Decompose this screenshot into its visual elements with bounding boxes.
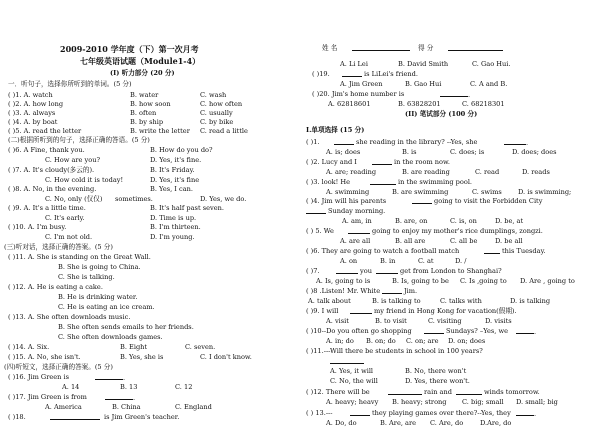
name-field[interactable] bbox=[352, 43, 410, 54]
exam-title: 2009-2010 学年度（下）第一次月考 bbox=[60, 44, 199, 54]
section2-heading: (二)根据所听到的句子，选择正确的答语。(5 分) bbox=[8, 136, 150, 144]
part1-heading: (I) 听力部分 (20 分) bbox=[110, 69, 175, 77]
exam-subtitle: 七年级英语试题（Module1-4） bbox=[80, 56, 201, 66]
score-field[interactable] bbox=[448, 43, 503, 54]
name-label: 姓 名 bbox=[322, 44, 338, 52]
section4-heading: (四)听短文，选择正确的答案。(5 分) bbox=[4, 363, 113, 371]
section1-heading: 一．听句子，选择你所听到的单词。(5 分) bbox=[8, 80, 132, 88]
part2-heading: (II) 笔试部分 (100 分) bbox=[405, 110, 478, 118]
sectionI-heading: I.单项选择 (15 分) bbox=[306, 126, 365, 134]
section3-heading: (三)听对话，选择正确的答案。(5 分) bbox=[4, 243, 113, 251]
score-label: 得 分 bbox=[418, 44, 434, 52]
